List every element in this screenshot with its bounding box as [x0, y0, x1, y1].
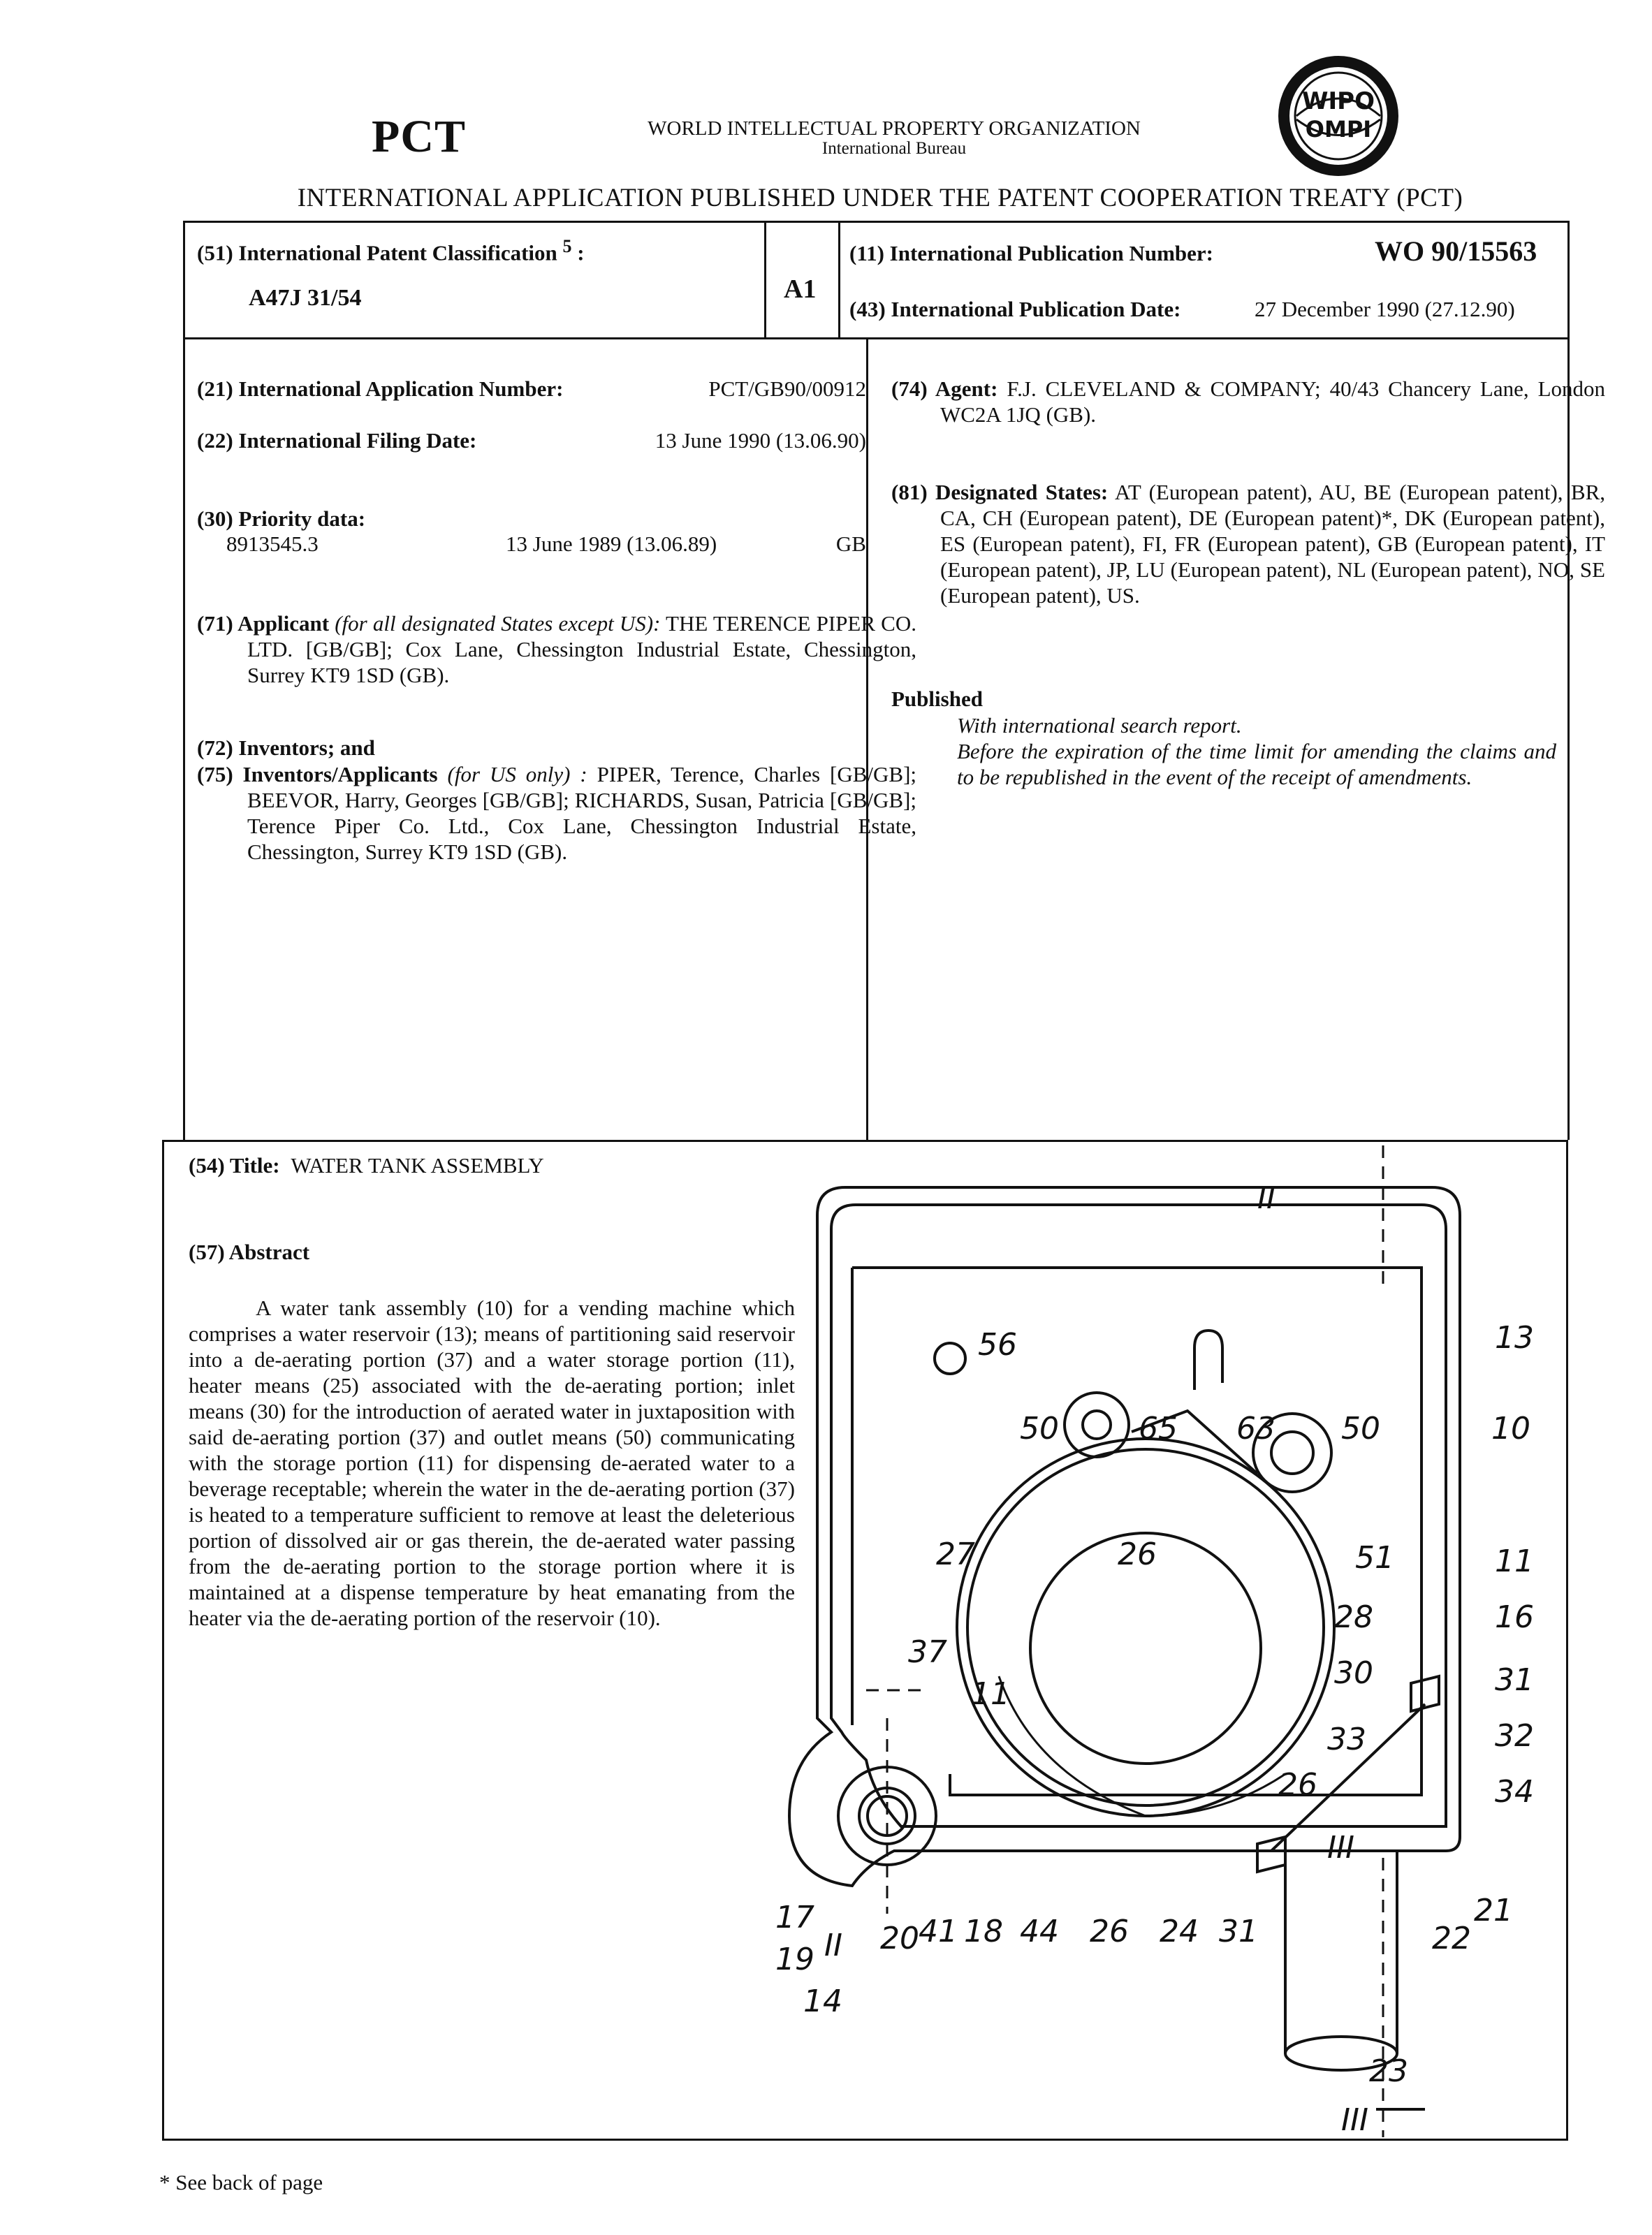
filing-date-row [197, 427, 866, 453]
inventors-label: (72) Inventors; and [197, 735, 375, 760]
title-row [189, 1152, 544, 1178]
publication-banner: INTERNATIONAL APPLICATION PUBLISHED UNDER THE PATENT COOPERATION TREATY (PCT) [297, 184, 1463, 212]
label-30: 30 [1334, 1655, 1373, 1691]
label-22: 22 [1432, 1921, 1471, 1956]
label-31-bottom: 31 [1219, 1914, 1258, 1949]
footnote: * See back of page [159, 2170, 323, 2194]
label-19: 19 [775, 1942, 814, 1977]
applicant-label: (71) Applicant [197, 611, 330, 636]
inventors-applicants-qualifier: (for US only) : [447, 762, 587, 786]
inventors-applicants-text: PIPER, Terence, Charles [GB/GB]; BEEVOR, Harry, Georges [GB/GB]; RICHARDS, Susan, Patricia [GB/GB]; Terence Piper Co. Ltd., Cox Lane, Chessington Industrial Estate, Chessington, Surrey KT9 1SD (GB). [247, 762, 917, 864]
publication-number-label: (11) International Publication Number: [849, 241, 1213, 265]
priority-data-label: (30) Priority data: [197, 506, 366, 531]
label-11-inner: 11 [971, 1676, 1010, 1712]
pct-logo-text: PCT [372, 111, 466, 162]
label-27: 27 [936, 1537, 975, 1572]
organization-name [608, 117, 1180, 159]
application-number-label: (21) International Application Number: [197, 376, 564, 401]
label-11-right: 11 [1495, 1544, 1534, 1579]
kind-code: A1 [784, 274, 817, 304]
designated-states-block [891, 479, 1605, 608]
organization-line-2: International Bureau [821, 139, 967, 158]
deaerating-vessel-outer [957, 1439, 1334, 1816]
designated-states-label: (81) Designated States: [891, 480, 1109, 504]
inventors-applicants-block [197, 761, 916, 865]
applicant-block [197, 610, 916, 688]
ipc-label: (51) International Patent Classification $^5$ : [197, 236, 585, 265]
applicant-qualifier: (for all designated States except US): [335, 611, 661, 636]
title-label: (54) Title: [189, 1153, 280, 1178]
label-56: 56 [978, 1327, 1017, 1363]
application-number-row [197, 376, 866, 402]
agent-label: (74) Agent: [891, 376, 998, 401]
label-31-right: 31 [1495, 1662, 1534, 1698]
label-16: 16 [1495, 1599, 1534, 1635]
label-17: 17 [775, 1900, 814, 1935]
label-18: 18 [964, 1914, 1003, 1949]
label-44: 44 [1020, 1914, 1059, 1949]
patent-drawing [768, 1145, 1565, 2137]
published-label: Published [891, 687, 983, 711]
label-63: 63 [1236, 1411, 1275, 1446]
overflow-tube [1194, 1331, 1222, 1390]
label-14: 14 [803, 1984, 842, 2019]
label-33: 33 [1327, 1722, 1366, 1757]
label-50-right: 50 [1341, 1411, 1380, 1446]
ipc-value: A47J 31/54 [249, 285, 362, 311]
priority-number: 8913545.3 [226, 532, 319, 556]
outlet-left [1065, 1393, 1129, 1457]
label-II-bottom: II [824, 1928, 842, 1963]
publication-number-value: WO 90/15563 [1375, 235, 1537, 267]
publication-date-label: (43) International Publication Date: [849, 297, 1181, 321]
label-50-left: 50 [1020, 1411, 1059, 1446]
reservoir-partition [852, 1268, 1421, 1795]
publication-date-value: 27 December 1990 (27.12.90) [1255, 297, 1515, 321]
priority-date: 13 June 1989 (13.06.89) [506, 532, 717, 556]
published-search-report: With international search report. [957, 713, 1242, 738]
agent-block [891, 376, 1605, 427]
label-37: 37 [908, 1634, 947, 1670]
filing-date-label: (22) International Filing Date: [197, 428, 477, 453]
agent-text: F.J. CLEVELAND & COMPANY; 40/43 Chancery Lane, London WC2A 1JQ (GB). [940, 376, 1606, 427]
label-20: 20 [880, 1921, 919, 1956]
label-III-bottom: III [1341, 2102, 1368, 2137]
label-32: 32 [1495, 1718, 1534, 1754]
priority-country: GB [835, 532, 866, 556]
label-II-top: II [1257, 1180, 1275, 1216]
label-41: 41 [919, 1914, 958, 1949]
label-28: 28 [1334, 1599, 1373, 1635]
wipo-seal-text-bottom: OMPI [1305, 116, 1372, 142]
label-10: 10 [1491, 1411, 1530, 1446]
label-24: 24 [1160, 1914, 1199, 1949]
inventors-applicants-label: (75) Inventors/Applicants [197, 762, 438, 786]
abstract-text: A water tank assembly (10) for a vending machine which comprises a water reservoir (13); means of partitioning said reservoir into a de-aerating portion (37) and a water storage portion (11), heater means (25) associated with the de-aerating portion; inlet means (30) for the introduction of aerated water in juxtaposition with said de-aerating portion (37) and outlet means (50) communicating with the storage portion (11) for dispensing de-aerated water to a beverage receptable; wherein the water in the de-aerating portion (37) is heated to a temperature sufficient to remove at least the deleterious portion of dissolved air or gas therein, the de-aerated water passing from the de-aerating portion to the storage portion where it is maintained at a dispense temperature by heat emanating from the heater via the de-aerating portion of the reservoir (10). [189, 1296, 795, 1630]
label-26-bottom: 26 [1090, 1914, 1129, 1949]
label-34: 34 [1495, 1774, 1534, 1810]
label-23: 23 [1369, 2053, 1408, 2089]
designated-states-text: AT (European patent), AU, BE (European patent), BR, CA, CH (European patent), DE (European patent)*, DK (European patent), ES (European patent), FI, FR (European patent), GB (European patent), IT (European patent), JP, LU (European patent), NL (European patent), NO, SE (European patent), US. [940, 480, 1605, 608]
wipo-seal-logo [1275, 53, 1401, 179]
title-value: WATER TANK ASSEMBLY [291, 1153, 544, 1178]
organization-line-1: WORLD INTELLECTUAL PROPERTY ORGANIZATION [648, 117, 1141, 140]
label-26-right: 26 [1278, 1767, 1317, 1803]
label-13: 13 [1495, 1320, 1534, 1356]
filing-date-value: 13 June 1990 (13.06.90) [655, 428, 866, 453]
priority-data-row [197, 531, 866, 557]
applicant-text: THE TERENCE PIPER CO. LTD. [GB/GB]; Cox Lane, Chessington Industrial Estate, Chessington, Surrey KT9 1SD (GB). [247, 611, 916, 687]
label-51: 51 [1355, 1540, 1394, 1576]
drain-pipe [1285, 1851, 1397, 2053]
abstract-label: (57) Abstract [189, 1240, 310, 1264]
wipo-seal-text-top: WIPO [1302, 87, 1375, 115]
label-21: 21 [1474, 1893, 1513, 1928]
label-26-top: 26 [1118, 1537, 1157, 1572]
label-III-top: III [1327, 1830, 1354, 1866]
application-number-value: PCT/GB90/00912 [708, 376, 866, 401]
label-65: 65 [1139, 1411, 1178, 1446]
published-amendment-note: Before the expiration of the time limit for amending the claims and to be republished in the event of the receipt of amendments. [957, 739, 1556, 789]
ipc-edition: 5 [562, 236, 572, 256]
vent-hole [935, 1343, 965, 1374]
